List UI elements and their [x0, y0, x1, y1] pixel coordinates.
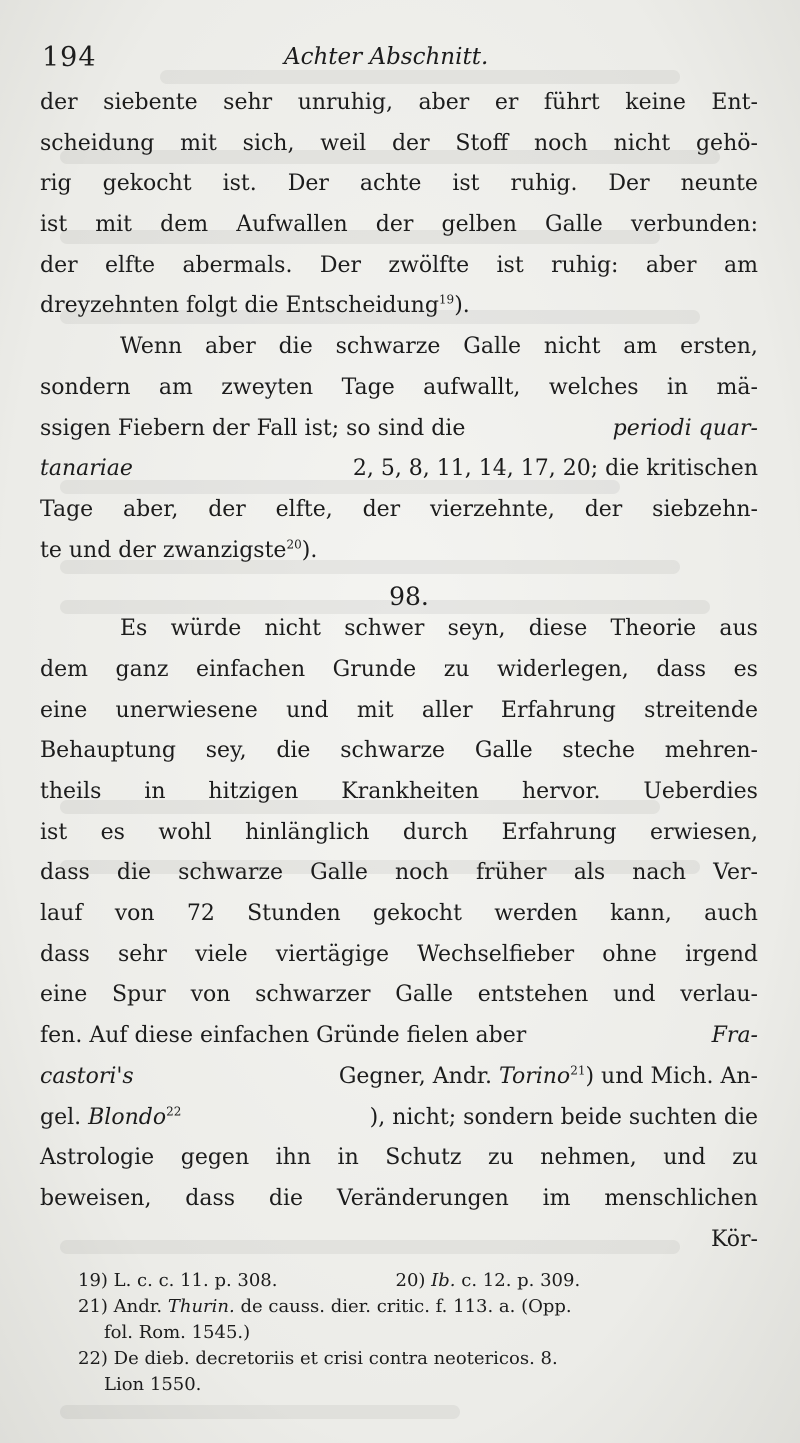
- word: gelben: [441, 212, 517, 238]
- line-segment: te und der zwanzigste: [40, 537, 287, 563]
- text-line: [40, 497, 758, 538]
- word: Der: [608, 171, 650, 197]
- word: erwiesen,: [650, 819, 758, 845]
- text-line: [40, 901, 758, 942]
- footnote-20: [396, 1270, 581, 1291]
- word: dem: [160, 212, 209, 238]
- footnote-19-20: [78, 1270, 758, 1296]
- body-text: [40, 90, 758, 1267]
- person-name: castori's: [40, 1063, 134, 1089]
- word: Theorie: [610, 616, 697, 642]
- word: aller: [421, 697, 473, 723]
- text-line: [40, 90, 758, 131]
- word: und: [286, 697, 329, 723]
- word: schwer: [344, 616, 425, 642]
- person-name: Fra-: [711, 1023, 758, 1049]
- word: Aufwallen: [236, 212, 348, 238]
- word: Stunden: [247, 901, 341, 927]
- word: Galle: [463, 334, 522, 360]
- word: viertägige: [275, 941, 389, 967]
- word: zu: [488, 1145, 514, 1171]
- page-number: 194: [42, 42, 97, 73]
- word: aber: [205, 334, 256, 360]
- footnote-text: fol. Rom. 1545.): [104, 1322, 251, 1343]
- word: gehö-: [695, 130, 758, 156]
- word: Galle: [545, 212, 603, 238]
- footnote-ref: 20: [286, 537, 302, 552]
- word: von: [114, 901, 155, 927]
- line-segment: ).: [454, 293, 470, 319]
- word: aus: [719, 616, 758, 642]
- catchword-line: [40, 1227, 758, 1268]
- text-line: [40, 1064, 758, 1105]
- word: Es: [120, 616, 148, 642]
- word: führt: [543, 90, 600, 115]
- word: der: [40, 252, 78, 278]
- word: unerwiesene: [115, 697, 258, 723]
- word: kann,: [610, 901, 672, 927]
- word: schwarze: [178, 860, 283, 886]
- word: er: [494, 90, 519, 115]
- text-line: [40, 538, 758, 579]
- running-head: Achter Abschnitt.: [284, 44, 489, 70]
- word: mit: [180, 130, 217, 156]
- word: sondern: [40, 374, 131, 400]
- word: rig: [40, 171, 72, 197]
- word: abermals.: [182, 252, 293, 278]
- word: auch: [704, 901, 758, 927]
- word: durch: [402, 819, 469, 845]
- word: wohl: [158, 819, 212, 845]
- text-line: [40, 779, 758, 820]
- word: siebente: [103, 90, 198, 115]
- word: die: [268, 1185, 304, 1211]
- line-text: ), nicht; sondern beide suchten die: [369, 1104, 758, 1130]
- word: nicht: [613, 130, 671, 156]
- person-name: Blondo: [88, 1104, 167, 1130]
- word: Spur: [111, 982, 166, 1008]
- footnote-text: de causs. dier. critic. f. 113. a. (Opp.: [240, 1296, 572, 1317]
- word: als: [573, 860, 606, 886]
- line-text: ssigen Fiebern der Fall ist; so sind die: [40, 415, 466, 441]
- word: Wechselfieber: [417, 941, 575, 967]
- word: die: [278, 334, 313, 360]
- word: und: [613, 982, 656, 1008]
- word: Galle: [395, 982, 454, 1008]
- word: in: [144, 779, 166, 804]
- word: gegen: [180, 1145, 250, 1171]
- word: mehren-: [664, 738, 758, 764]
- page-header: [42, 38, 762, 82]
- word: ist: [452, 171, 480, 197]
- word: Galle: [310, 860, 368, 886]
- word: seyn,: [447, 616, 506, 642]
- word: sehr: [117, 941, 167, 967]
- word: schwarzer: [255, 982, 371, 1008]
- footnote-ref: 22: [166, 1104, 182, 1119]
- footnote-19: 19) L. c. c. 11. p. 308.: [78, 1270, 278, 1291]
- word: diese: [528, 616, 588, 642]
- footnote-text: 22) De dieb. decretoriis et crisi contra neotericos. 8.: [78, 1348, 558, 1369]
- word: Der: [287, 171, 329, 197]
- word: nehmen,: [540, 1145, 637, 1171]
- word: werden: [494, 901, 578, 927]
- word: der: [375, 212, 414, 238]
- word: Der: [319, 252, 362, 278]
- word: nicht: [543, 334, 601, 360]
- word: Ueberdies: [643, 779, 758, 804]
- word: sey,: [205, 738, 247, 764]
- word: streitende: [644, 697, 758, 723]
- word: hinlänglich: [245, 819, 370, 845]
- line-segment: gel.: [40, 1104, 82, 1130]
- word: elfte: [105, 252, 156, 278]
- word: Stoff: [455, 130, 509, 156]
- catchword: Kör-: [710, 1226, 758, 1252]
- text-line: [40, 942, 758, 983]
- word: Erfahrung: [501, 819, 617, 845]
- word: verlau-: [680, 982, 758, 1008]
- word: in: [337, 1145, 359, 1171]
- word: ist.: [222, 171, 257, 197]
- word: scheidung: [40, 130, 155, 156]
- word: der: [362, 496, 401, 522]
- word: aber: [645, 252, 697, 278]
- word: aber: [418, 90, 470, 115]
- word: ruhig.: [510, 171, 578, 197]
- word: die: [116, 860, 152, 886]
- word: dass: [185, 1185, 236, 1211]
- word: zwölfte: [388, 252, 470, 278]
- word: Astrologie: [40, 1145, 155, 1171]
- word: würde: [170, 616, 242, 642]
- word: Grunde: [332, 656, 417, 682]
- word: zweyten: [221, 374, 314, 400]
- word: aber,: [123, 496, 179, 522]
- text-line: [40, 1145, 758, 1186]
- word: ist: [40, 819, 68, 845]
- word: es: [733, 656, 758, 682]
- word: hitzigen: [208, 779, 299, 804]
- footnote-ref: 21: [570, 1063, 586, 1078]
- word: verbunden:: [630, 212, 758, 238]
- line-text: [40, 538, 317, 563]
- word: der: [40, 90, 78, 115]
- word: in: [666, 374, 689, 400]
- word: Erfahrung: [500, 697, 616, 723]
- word: dass: [40, 941, 90, 967]
- latin-term: tanariae: [40, 456, 133, 482]
- text-line: [40, 1105, 758, 1146]
- footnote-22-continued: [78, 1374, 758, 1400]
- word: Behauptung: [40, 738, 176, 764]
- word: ihn: [275, 1145, 312, 1171]
- text-line: [40, 456, 758, 497]
- word: Veränderungen: [336, 1185, 509, 1211]
- text-line: [40, 131, 758, 172]
- text-line: [40, 293, 758, 334]
- word: zu: [732, 1145, 758, 1171]
- line-text: [339, 1064, 758, 1089]
- word: widerlegen,: [496, 656, 629, 682]
- text-line: [40, 253, 758, 294]
- word: Galle: [474, 738, 533, 764]
- word: lauf: [40, 901, 83, 927]
- word: hervor.: [521, 779, 601, 804]
- line-text: [40, 1105, 181, 1130]
- footnote-text: Lion 1550.: [104, 1374, 202, 1395]
- word: es: [100, 819, 125, 845]
- word: theils: [40, 779, 102, 804]
- word: dass: [656, 656, 707, 682]
- text-line: [40, 375, 758, 416]
- word: Schutz: [385, 1145, 462, 1171]
- text-line: [40, 698, 758, 739]
- word: unruhig,: [297, 90, 394, 115]
- footnote-text: 21) Andr.: [78, 1296, 163, 1317]
- text-line: [40, 212, 758, 253]
- word: weil: [320, 130, 367, 156]
- word: sich,: [242, 130, 295, 156]
- line-segment: dreyzehnten folgt die Entscheidung: [40, 293, 439, 319]
- word: menschlichen: [604, 1185, 758, 1211]
- word: die: [276, 738, 311, 764]
- word: ohne: [602, 941, 657, 967]
- word: Wenn: [120, 334, 183, 360]
- word: zu: [443, 656, 470, 682]
- author-name: Thurin.: [167, 1296, 235, 1317]
- footnote-number: 20): [395, 1270, 426, 1291]
- word: Ver-: [713, 860, 758, 886]
- word: Tage: [341, 374, 395, 400]
- footnotes: [78, 1270, 758, 1400]
- word: ist: [40, 212, 68, 238]
- word: beweisen,: [40, 1185, 152, 1211]
- word: der: [391, 130, 430, 156]
- text-line: [40, 171, 758, 212]
- footnote-text: c. 12. p. 309.: [461, 1270, 581, 1291]
- word: mit: [95, 212, 133, 238]
- section-number: 98.: [389, 582, 429, 612]
- footnote-22: [78, 1348, 758, 1374]
- text-line: [40, 657, 758, 698]
- word: dass: [40, 860, 90, 886]
- person-name: Torino: [499, 1063, 571, 1089]
- word: schwarze: [340, 738, 446, 764]
- line-segment: ) und Mich. An-: [585, 1063, 758, 1089]
- text-line: [40, 1023, 758, 1064]
- word: noch: [395, 860, 449, 886]
- word: Ent-: [711, 90, 758, 115]
- word: sehr: [223, 90, 273, 115]
- word: welches: [548, 374, 639, 400]
- word: ersten,: [680, 334, 758, 360]
- word: und: [663, 1145, 706, 1171]
- word: steche: [562, 738, 636, 764]
- word: noch: [533, 130, 588, 156]
- word: dem: [40, 656, 88, 682]
- paragraph-first-line: [40, 334, 758, 375]
- word: eine: [40, 697, 88, 723]
- word: eine: [40, 982, 88, 1008]
- text-line: [40, 416, 758, 457]
- word: von: [190, 982, 231, 1008]
- word: viele: [195, 941, 248, 967]
- word: achte: [359, 171, 422, 197]
- word: ruhig:: [551, 252, 619, 278]
- word: nicht: [264, 616, 321, 642]
- word: elfte,: [275, 496, 333, 522]
- text-line: [40, 820, 758, 861]
- text-line: [40, 982, 758, 1023]
- footnote-21-continued: [78, 1322, 758, 1348]
- word: am: [623, 334, 658, 360]
- word: der: [208, 496, 246, 522]
- text-line: [40, 1186, 758, 1227]
- latin-term: periodi quar-: [612, 415, 758, 441]
- word: irgend: [685, 941, 758, 967]
- line-text: [40, 293, 470, 318]
- word: nach: [632, 860, 687, 886]
- word: entstehen: [477, 982, 589, 1008]
- word: siebzehn-: [652, 496, 758, 522]
- word: gekocht: [372, 901, 462, 927]
- word: am: [158, 374, 193, 400]
- word: ist: [496, 252, 524, 278]
- line-text: fen. Auf diese einfachen Gründe fielen aber: [40, 1023, 527, 1049]
- word: keine: [625, 90, 686, 115]
- footnote-21: [78, 1296, 758, 1322]
- word: aufwallt,: [423, 374, 521, 400]
- word: ganz: [115, 656, 169, 682]
- footnote-ref: 19: [438, 293, 455, 308]
- line-segment: Gegner, Andr.: [338, 1063, 492, 1089]
- text-line: [40, 860, 758, 901]
- word: Tage: [40, 496, 94, 522]
- paragraph-first-line: [40, 616, 758, 657]
- ibid-abbrev: Ib.: [431, 1270, 456, 1291]
- word: einfachen: [195, 656, 306, 682]
- word: mit: [356, 697, 394, 723]
- word: am: [723, 252, 758, 278]
- line-text: 2, 5, 8, 11, 14, 17, 20; die kritischen: [352, 456, 758, 482]
- word: 72: [186, 901, 215, 927]
- word: neunte: [680, 171, 758, 197]
- word: gekocht: [102, 171, 192, 197]
- line-segment: ).: [301, 537, 318, 563]
- word: der: [584, 496, 623, 522]
- word: mä-: [716, 374, 758, 400]
- word: früher: [476, 860, 547, 886]
- word: schwarze: [335, 334, 441, 360]
- word: Krankheiten: [341, 779, 480, 804]
- word: vierzehnte,: [430, 496, 555, 522]
- word: im: [542, 1185, 571, 1211]
- text-line: [40, 738, 758, 779]
